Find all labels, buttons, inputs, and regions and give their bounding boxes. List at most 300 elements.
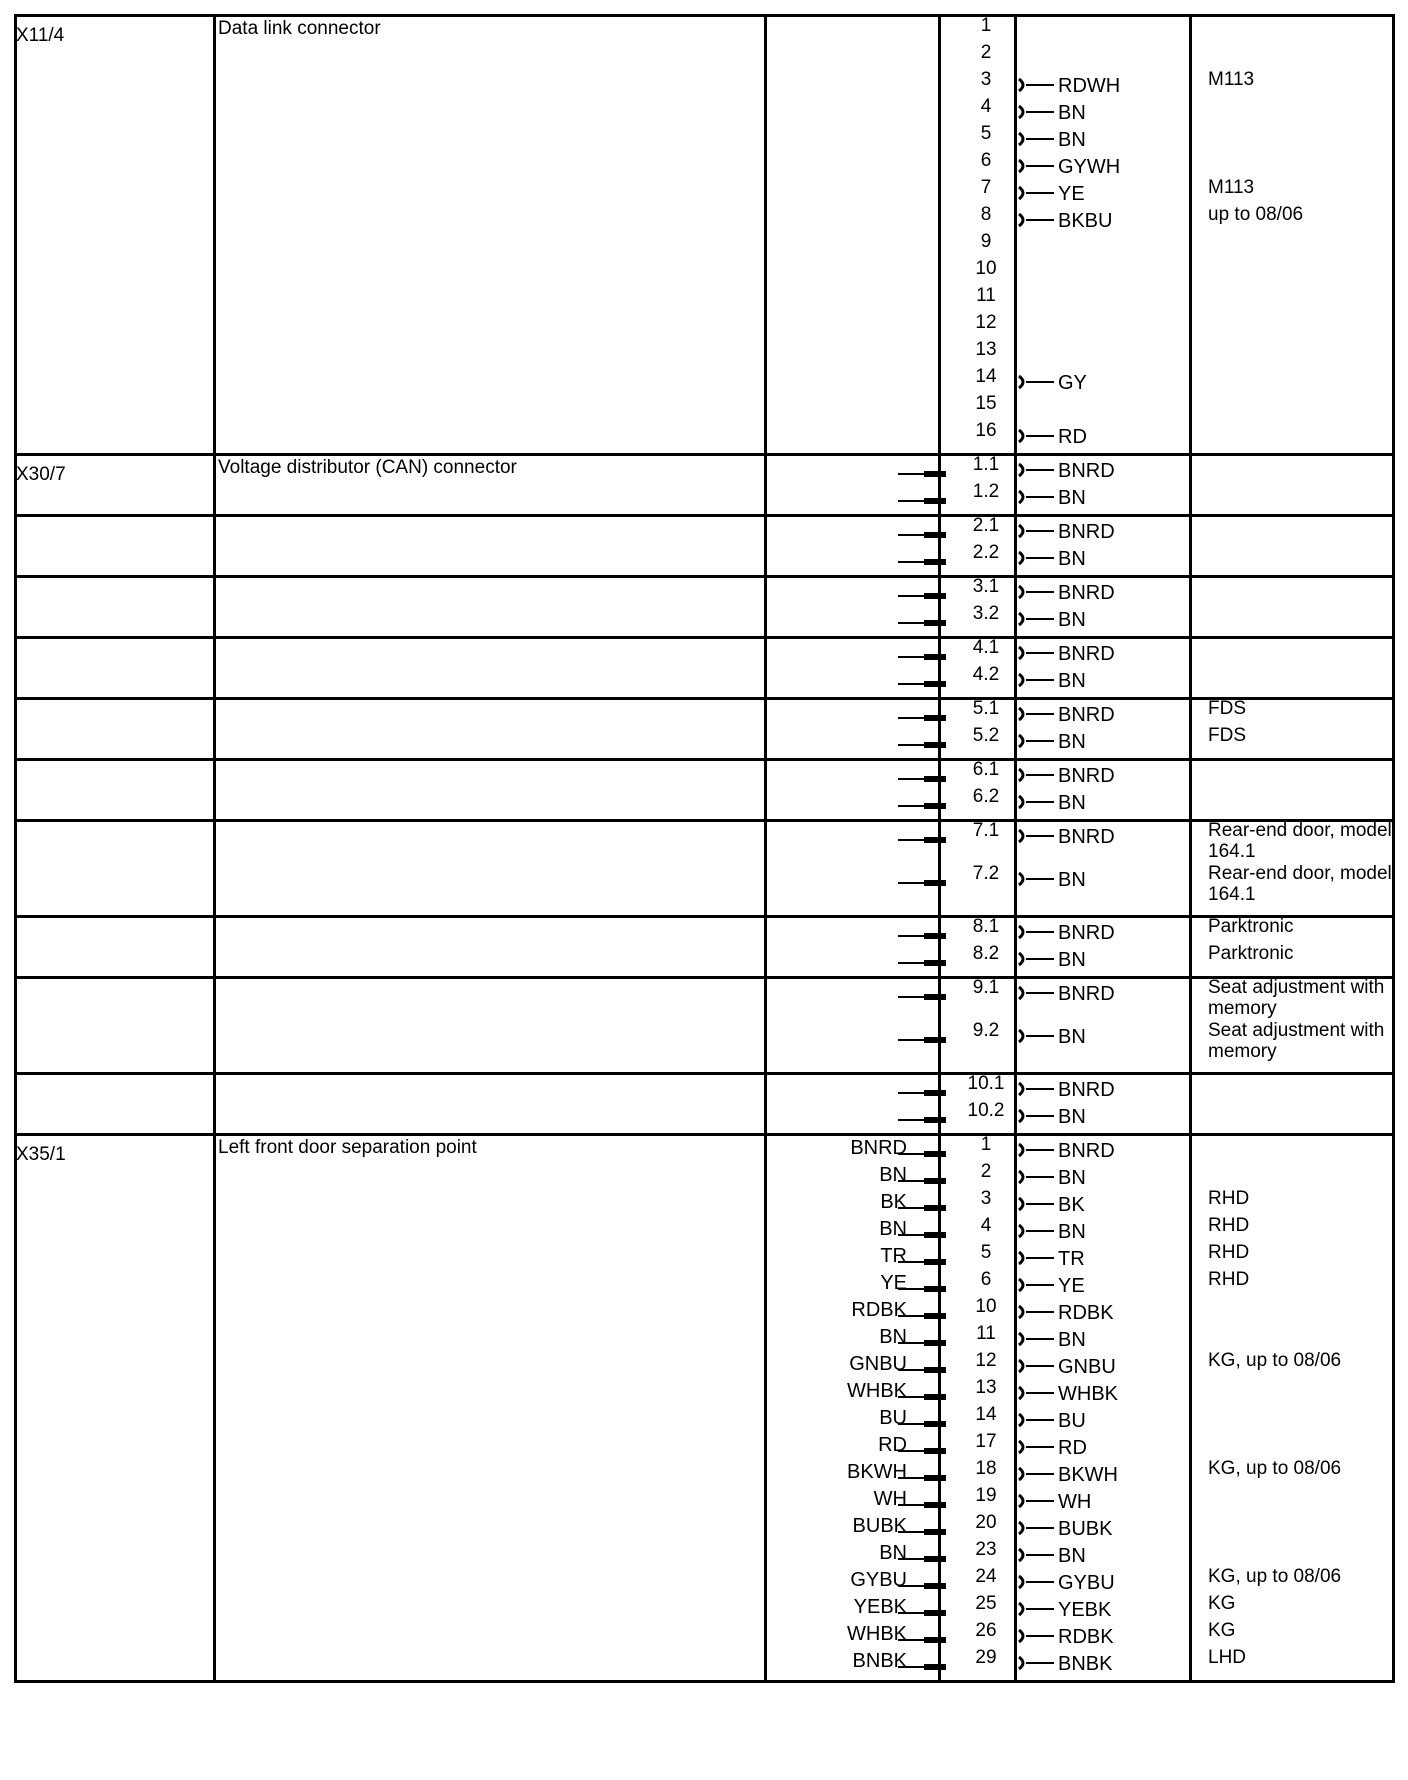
wire-socket bbox=[1016, 1329, 1136, 1350]
pin-note: KG, up to 08/06 bbox=[1208, 1458, 1342, 1479]
wire-color: BKWH bbox=[1058, 1464, 1118, 1486]
pin-entry bbox=[14, 1458, 1395, 1485]
socket-icon bbox=[1016, 1197, 1060, 1211]
pin-number: 3 bbox=[980, 1188, 992, 1209]
pin-note: KG bbox=[1208, 1620, 1236, 1641]
plug-symbol-icon bbox=[890, 1034, 948, 1046]
pin-number: 23 bbox=[975, 1539, 997, 1560]
wire-color: BN bbox=[1058, 609, 1086, 631]
plug-symbol-icon bbox=[890, 556, 948, 568]
socket-icon bbox=[1016, 78, 1060, 92]
wire-socket bbox=[1016, 1626, 1136, 1647]
pin-number: 10 bbox=[975, 1296, 997, 1317]
pin-number: 11 bbox=[976, 285, 996, 306]
wire-socket bbox=[1016, 609, 1136, 630]
wire-color: TR bbox=[1058, 1248, 1085, 1270]
pin-entry bbox=[14, 204, 1395, 231]
wire-color: BUBK bbox=[1058, 1518, 1113, 1540]
wire-socket bbox=[1016, 1491, 1136, 1512]
pin-number: 29 bbox=[975, 1647, 997, 1668]
pin-note: LHD bbox=[1208, 1647, 1247, 1668]
pin-number: 7.1 bbox=[972, 820, 1000, 841]
wire-socket bbox=[1016, 826, 1136, 847]
pin-note: M113 bbox=[1208, 177, 1255, 198]
wire-color: BN bbox=[1058, 487, 1086, 509]
pin-entry bbox=[14, 1100, 1395, 1127]
pin-entry bbox=[14, 312, 1395, 339]
pin-number: 2.2 bbox=[972, 542, 1000, 563]
wire-socket bbox=[1016, 1248, 1136, 1269]
wire-color: BNRD bbox=[1058, 704, 1115, 726]
socket-icon bbox=[1016, 872, 1060, 886]
pin-number: 1.2 bbox=[972, 481, 1000, 502]
pin-number: 5 bbox=[980, 1242, 992, 1263]
pin-number: 20 bbox=[975, 1512, 997, 1533]
connector-section bbox=[14, 697, 1395, 758]
socket-icon bbox=[1016, 463, 1060, 477]
pin-entry bbox=[14, 339, 1395, 366]
wire-color: RD bbox=[1058, 426, 1087, 448]
pin-note: KG, up to 08/06 bbox=[1208, 1566, 1342, 1587]
pin-number: 6 bbox=[980, 150, 992, 171]
pin-entry bbox=[14, 943, 1395, 970]
table-bottom-border bbox=[14, 1680, 1395, 1683]
wire-color: BN bbox=[1058, 548, 1086, 570]
wire-color: BKBU bbox=[1058, 210, 1113, 232]
plug-symbol-icon bbox=[890, 773, 948, 785]
pin-number: 1 bbox=[980, 15, 992, 36]
connector-code: X30/7 bbox=[16, 464, 66, 485]
wire-color: BNRD bbox=[1058, 983, 1115, 1005]
pin-note: Rear-end door, model 164.1 bbox=[1208, 863, 1392, 905]
wire-socket bbox=[1016, 1302, 1136, 1323]
wire-socket bbox=[1016, 521, 1136, 542]
wire-color: BN bbox=[1058, 1167, 1086, 1189]
wire-socket bbox=[1016, 426, 1136, 447]
wire-color: WH bbox=[1058, 1491, 1092, 1513]
wire-color: BNBK bbox=[1058, 1653, 1113, 1675]
plug-symbol-icon bbox=[890, 930, 948, 942]
pin-note: up to 08/06 bbox=[1208, 204, 1304, 225]
pin-number: 13 bbox=[975, 1377, 997, 1398]
pin-entry bbox=[14, 1188, 1395, 1215]
pin-note: RHD bbox=[1208, 1269, 1250, 1290]
wire-socket bbox=[1016, 1079, 1136, 1100]
socket-icon bbox=[1016, 829, 1060, 843]
pin-entry bbox=[14, 231, 1395, 258]
plug-symbol-icon bbox=[890, 712, 948, 724]
connector-section bbox=[14, 976, 1395, 1072]
pin-entry bbox=[14, 366, 1395, 393]
pin-number: 24 bbox=[975, 1566, 997, 1587]
socket-icon bbox=[1016, 1602, 1060, 1616]
pin-number: 3.1 bbox=[972, 576, 1000, 597]
pin-entry bbox=[14, 603, 1395, 630]
socket-icon bbox=[1016, 1521, 1060, 1535]
connector-section bbox=[14, 1133, 1395, 1680]
plug-wire-color: BNRD bbox=[850, 1137, 907, 1159]
plug-wire-color: GYBU bbox=[850, 1569, 907, 1591]
pin-entry bbox=[14, 42, 1395, 69]
pin-number: 4 bbox=[980, 96, 992, 117]
wire-socket bbox=[1016, 1356, 1136, 1377]
pin-entry bbox=[14, 1404, 1395, 1431]
socket-icon bbox=[1016, 952, 1060, 966]
pin-entry bbox=[14, 1242, 1395, 1269]
socket-icon bbox=[1016, 1251, 1060, 1265]
wire-color: WHBK bbox=[1058, 1383, 1118, 1405]
wire-color: BK bbox=[1058, 1194, 1085, 1216]
pin-note: RHD bbox=[1208, 1242, 1250, 1263]
pin-note: Seat adjustment with memory bbox=[1208, 977, 1385, 1019]
pin-number: 1 bbox=[980, 1134, 992, 1155]
wire-color: BU bbox=[1058, 1410, 1086, 1432]
pin-entry bbox=[14, 150, 1395, 177]
pin-entry bbox=[14, 454, 1395, 481]
pin-entry bbox=[14, 1431, 1395, 1458]
wire-socket bbox=[1016, 372, 1136, 393]
wire-color: BN bbox=[1058, 1026, 1086, 1048]
wire-color: BN bbox=[1058, 792, 1086, 814]
plug-wire-color: BK bbox=[880, 1191, 907, 1213]
connector-pin-table bbox=[14, 14, 1395, 1778]
pin-entry bbox=[14, 1020, 1395, 1063]
wire-color: BN bbox=[1058, 102, 1086, 124]
wire-socket bbox=[1016, 1518, 1136, 1539]
connector-code: X35/1 bbox=[16, 1144, 66, 1165]
pin-entry bbox=[14, 1134, 1395, 1161]
pin-entry bbox=[14, 542, 1395, 569]
pin-number: 13 bbox=[975, 339, 997, 360]
pin-number: 8.1 bbox=[972, 916, 1000, 937]
pin-entry bbox=[14, 977, 1395, 1020]
plug-wire-color: BKWH bbox=[847, 1461, 907, 1483]
plug-wire-color: BU bbox=[879, 1407, 907, 1429]
pin-number: 7.2 bbox=[972, 863, 1000, 884]
wire-color: BN bbox=[1058, 949, 1086, 971]
pin-entry bbox=[14, 820, 1395, 863]
pin-number: 18 bbox=[975, 1458, 997, 1479]
pin-note: M113 bbox=[1208, 69, 1255, 90]
socket-icon bbox=[1016, 1548, 1060, 1562]
wire-socket bbox=[1016, 643, 1136, 664]
plug-wire-color: YEBK bbox=[853, 1596, 907, 1618]
socket-icon bbox=[1016, 551, 1060, 565]
pin-entry bbox=[14, 515, 1395, 542]
wire-socket bbox=[1016, 156, 1136, 177]
socket-icon bbox=[1016, 1467, 1060, 1481]
wire-socket bbox=[1016, 102, 1136, 123]
plug-wire-color: BN bbox=[879, 1164, 907, 1186]
wire-socket bbox=[1016, 1026, 1136, 1047]
pin-entry bbox=[14, 664, 1395, 691]
socket-icon bbox=[1016, 1656, 1060, 1670]
socket-icon bbox=[1016, 707, 1060, 721]
pin-note: Parktronic bbox=[1208, 943, 1294, 964]
pin-note: Seat adjustment with memory bbox=[1208, 1020, 1385, 1062]
socket-icon bbox=[1016, 1494, 1060, 1508]
plug-symbol-icon bbox=[890, 800, 948, 812]
socket-icon bbox=[1016, 132, 1060, 146]
pin-entry bbox=[14, 637, 1395, 664]
wire-socket bbox=[1016, 75, 1136, 96]
socket-icon bbox=[1016, 524, 1060, 538]
pin-entry bbox=[14, 698, 1395, 725]
socket-icon bbox=[1016, 186, 1060, 200]
wire-color: BNRD bbox=[1058, 922, 1115, 944]
connector-section bbox=[14, 636, 1395, 697]
socket-icon bbox=[1016, 585, 1060, 599]
pin-number: 2.1 bbox=[972, 515, 1000, 536]
pin-number: 12 bbox=[975, 1350, 997, 1371]
plug-symbol-icon bbox=[890, 590, 948, 602]
pin-entry bbox=[14, 481, 1395, 508]
wire-socket bbox=[1016, 1383, 1136, 1404]
pin-number: 3.2 bbox=[972, 603, 1000, 624]
wire-socket bbox=[1016, 1599, 1136, 1620]
wire-color: BN bbox=[1058, 1221, 1086, 1243]
wire-color: RDBK bbox=[1058, 1626, 1114, 1648]
socket-icon bbox=[1016, 1143, 1060, 1157]
pin-entry bbox=[14, 725, 1395, 752]
plug-symbol-icon bbox=[890, 957, 948, 969]
connector-section bbox=[14, 575, 1395, 636]
plug-symbol-icon bbox=[890, 617, 948, 629]
pin-entry bbox=[14, 96, 1395, 123]
wire-color: BN bbox=[1058, 670, 1086, 692]
pin-number: 14 bbox=[975, 1404, 997, 1425]
wire-socket bbox=[1016, 1410, 1136, 1431]
pin-entry bbox=[14, 1073, 1395, 1100]
wire-socket bbox=[1016, 731, 1136, 752]
plug-wire-color: YE bbox=[880, 1272, 907, 1294]
wire-color: GYBU bbox=[1058, 1572, 1115, 1594]
pin-entry bbox=[14, 1485, 1395, 1512]
pin-number: 7 bbox=[980, 177, 992, 198]
pin-number: 6.1 bbox=[972, 759, 1000, 780]
pin-number: 9.2 bbox=[972, 1020, 1000, 1041]
pin-entry bbox=[14, 863, 1395, 906]
pin-entry bbox=[14, 1161, 1395, 1188]
pin-entry bbox=[14, 1593, 1395, 1620]
wire-color: RDBK bbox=[1058, 1302, 1114, 1324]
pin-entry bbox=[14, 1512, 1395, 1539]
pin-number: 4.1 bbox=[972, 637, 1000, 658]
wire-color: BNRD bbox=[1058, 521, 1115, 543]
wire-socket bbox=[1016, 1221, 1136, 1242]
plug-wire-color: BNBK bbox=[852, 1650, 907, 1672]
plug-wire-color: BUBK bbox=[852, 1515, 907, 1537]
wire-color: BNRD bbox=[1058, 582, 1115, 604]
wire-socket bbox=[1016, 1194, 1136, 1215]
pin-note: Rear-end door, model 164.1 bbox=[1208, 820, 1392, 862]
pin-number: 2 bbox=[980, 1161, 992, 1182]
socket-icon bbox=[1016, 673, 1060, 687]
wire-color: BN bbox=[1058, 1329, 1086, 1351]
wire-socket bbox=[1016, 1140, 1136, 1161]
pin-number: 6 bbox=[980, 1269, 992, 1290]
wire-socket bbox=[1016, 183, 1136, 204]
pin-entry bbox=[14, 15, 1395, 42]
pin-note: KG bbox=[1208, 1593, 1236, 1614]
socket-icon bbox=[1016, 1575, 1060, 1589]
plug-wire-color: BN bbox=[879, 1542, 907, 1564]
connector-section bbox=[14, 14, 1395, 453]
wire-socket bbox=[1016, 1106, 1136, 1127]
socket-icon bbox=[1016, 1332, 1060, 1346]
pin-entry bbox=[14, 759, 1395, 786]
pin-entry bbox=[14, 1350, 1395, 1377]
wire-color: BNRD bbox=[1058, 643, 1115, 665]
socket-icon bbox=[1016, 1224, 1060, 1238]
plug-wire-color: RDBK bbox=[851, 1299, 907, 1321]
pin-number: 5 bbox=[980, 123, 992, 144]
wire-color: BNRD bbox=[1058, 460, 1115, 482]
plug-wire-color: BN bbox=[879, 1326, 907, 1348]
socket-icon bbox=[1016, 213, 1060, 227]
plug-symbol-icon bbox=[890, 991, 948, 1003]
wire-color: GNBU bbox=[1058, 1356, 1116, 1378]
pin-entry bbox=[14, 1269, 1395, 1296]
wire-socket bbox=[1016, 210, 1136, 231]
pin-entry bbox=[14, 177, 1395, 204]
pin-number: 6.2 bbox=[972, 786, 1000, 807]
plug-symbol-icon bbox=[890, 1114, 948, 1126]
plug-symbol-icon bbox=[890, 468, 948, 480]
plug-symbol-icon bbox=[890, 495, 948, 507]
wire-socket bbox=[1016, 548, 1136, 569]
socket-icon bbox=[1016, 1386, 1060, 1400]
wire-color: YE bbox=[1058, 183, 1085, 205]
pin-number: 19 bbox=[975, 1485, 997, 1506]
socket-icon bbox=[1016, 1305, 1060, 1319]
pin-number: 10.2 bbox=[967, 1100, 1005, 1121]
connector-section bbox=[14, 819, 1395, 915]
plug-symbol-icon bbox=[890, 529, 948, 541]
socket-icon bbox=[1016, 925, 1060, 939]
socket-icon bbox=[1016, 105, 1060, 119]
pin-entry bbox=[14, 1323, 1395, 1350]
wire-socket bbox=[1016, 1653, 1136, 1674]
pin-number: 16 bbox=[975, 420, 997, 441]
socket-icon bbox=[1016, 1170, 1060, 1184]
pin-number: 9.1 bbox=[972, 977, 1000, 998]
pin-entry bbox=[14, 1566, 1395, 1593]
wire-socket bbox=[1016, 949, 1136, 970]
socket-icon bbox=[1016, 429, 1060, 443]
pin-note: KG, up to 08/06 bbox=[1208, 1350, 1342, 1371]
pin-entry bbox=[14, 576, 1395, 603]
wire-color: YEBK bbox=[1058, 1599, 1112, 1621]
socket-icon bbox=[1016, 768, 1060, 782]
wire-color: GY bbox=[1058, 372, 1087, 394]
pin-entry bbox=[14, 258, 1395, 285]
socket-icon bbox=[1016, 646, 1060, 660]
plug-symbol-icon bbox=[890, 1087, 948, 1099]
wire-color: BNRD bbox=[1058, 1140, 1115, 1162]
pin-number: 5.1 bbox=[972, 698, 1000, 719]
wire-socket bbox=[1016, 922, 1136, 943]
plug-symbol-icon bbox=[890, 651, 948, 663]
pin-number: 26 bbox=[975, 1620, 997, 1641]
pin-number: 4.2 bbox=[972, 664, 1000, 685]
socket-icon bbox=[1016, 1359, 1060, 1373]
pin-entry bbox=[14, 916, 1395, 943]
plug-symbol-icon bbox=[890, 877, 948, 889]
pin-note: FDS bbox=[1208, 725, 1246, 746]
wire-color: YE bbox=[1058, 1275, 1085, 1297]
wire-color: BN bbox=[1058, 1545, 1086, 1567]
wire-color: BNRD bbox=[1058, 765, 1115, 787]
wire-socket bbox=[1016, 1275, 1136, 1296]
socket-icon bbox=[1016, 986, 1060, 1000]
wire-color: BN bbox=[1058, 129, 1086, 151]
connector-description: Left front door separation point bbox=[218, 1137, 477, 1158]
pin-note: Parktronic bbox=[1208, 916, 1294, 937]
socket-icon bbox=[1016, 795, 1060, 809]
pin-entry bbox=[14, 69, 1395, 96]
pin-entry bbox=[14, 420, 1395, 447]
wire-color: GYWH bbox=[1058, 156, 1121, 178]
connector-description: Voltage distributor (CAN) connector bbox=[218, 457, 517, 478]
wire-socket bbox=[1016, 670, 1136, 691]
pin-entry bbox=[14, 1620, 1395, 1647]
socket-icon bbox=[1016, 490, 1060, 504]
socket-icon bbox=[1016, 375, 1060, 389]
pin-number: 17 bbox=[975, 1431, 997, 1452]
pin-number: 8.2 bbox=[972, 943, 1000, 964]
pin-entry bbox=[14, 123, 1395, 150]
plug-wire-color: BN bbox=[879, 1218, 907, 1240]
pin-number: 10 bbox=[975, 258, 997, 279]
plug-symbol-icon bbox=[890, 678, 948, 690]
pin-number: 14 bbox=[975, 366, 997, 387]
pin-entry bbox=[14, 1296, 1395, 1323]
pin-number: 5.2 bbox=[972, 725, 1000, 746]
pin-number: 11 bbox=[976, 1323, 996, 1344]
connector-section bbox=[14, 514, 1395, 575]
wire-socket bbox=[1016, 1437, 1136, 1458]
plug-symbol-icon bbox=[890, 834, 948, 846]
socket-icon bbox=[1016, 612, 1060, 626]
wire-color: BN bbox=[1058, 869, 1086, 891]
pin-note: FDS bbox=[1208, 698, 1246, 719]
wire-socket bbox=[1016, 765, 1136, 786]
pin-number: 2 bbox=[980, 42, 992, 63]
pin-entry bbox=[14, 393, 1395, 420]
wire-socket bbox=[1016, 704, 1136, 725]
socket-icon bbox=[1016, 1278, 1060, 1292]
pin-number: 12 bbox=[975, 312, 997, 333]
wire-socket bbox=[1016, 487, 1136, 508]
wire-color: BN bbox=[1058, 1106, 1086, 1128]
wire-color: RDWH bbox=[1058, 75, 1121, 97]
socket-icon bbox=[1016, 1440, 1060, 1454]
pin-note: RHD bbox=[1208, 1215, 1250, 1236]
pin-entry bbox=[14, 1647, 1395, 1674]
pin-number: 4 bbox=[980, 1215, 992, 1236]
socket-icon bbox=[1016, 159, 1060, 173]
wire-color: BNRD bbox=[1058, 826, 1115, 848]
wire-socket bbox=[1016, 1545, 1136, 1566]
pin-entry bbox=[14, 285, 1395, 312]
plug-wire-color: WHBK bbox=[847, 1623, 907, 1645]
plug-symbol-icon bbox=[890, 739, 948, 751]
wire-color: BN bbox=[1058, 731, 1086, 753]
socket-icon bbox=[1016, 1413, 1060, 1427]
pin-entry bbox=[14, 1539, 1395, 1566]
plug-wire-color: RD bbox=[878, 1434, 907, 1456]
